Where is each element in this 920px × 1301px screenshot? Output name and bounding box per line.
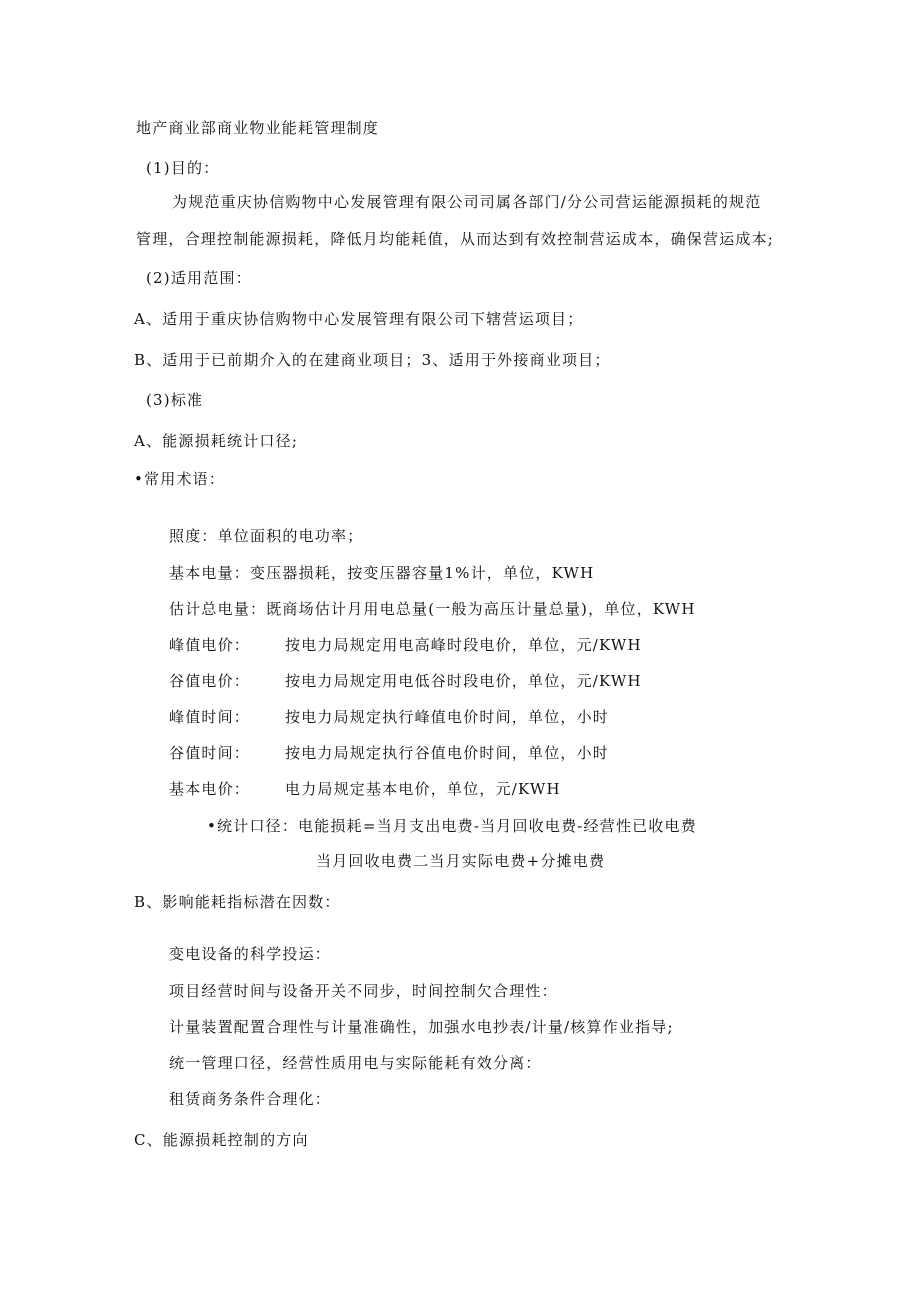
purpose-paragraph-line-1: 为规范重庆协信购物中心发展管理有限公司司属各部门/分公司营运能源损耗的规范 bbox=[172, 193, 762, 211]
term-illuminance: 照度：单位面积的电功率； bbox=[169, 527, 364, 545]
term-description: 电力局规定基本电价，单位，元/KWH bbox=[285, 780, 561, 798]
document-title: 地产商业部商业物业能耗管理制度 bbox=[136, 119, 380, 137]
term-name: 峰值电价： bbox=[169, 636, 251, 654]
factor-item: 计量装置配置合理性与计量准确性，加强水电抄表/计量/核算作业指导; bbox=[169, 1018, 674, 1036]
formula-line-2: 当月回收电费二当月实际电费+分摊电费 bbox=[316, 852, 606, 870]
term-name: 峰值时间： bbox=[169, 708, 251, 726]
term-name: 谷值时间： bbox=[169, 744, 251, 762]
factor-item: 租赁商务条件合理化： bbox=[169, 1090, 332, 1108]
term-name: 基本电价： bbox=[169, 780, 251, 798]
terms-heading: •常用术语： bbox=[134, 470, 226, 488]
scope-item-a: A、适用于重庆协信购物中心发展管理有限公司下辖营运项目； bbox=[134, 310, 584, 328]
term-name: 谷值电价： bbox=[169, 672, 251, 690]
term-estimated-total: 估计总电量：既商场估计月用电总量(一般为高压计量总量)，单位，KWH bbox=[169, 600, 696, 618]
subsection-a-heading: A、能源损耗统计口径; bbox=[134, 432, 299, 450]
term-description: 按电力局规定执行峰值电价时间，单位，小时 bbox=[285, 708, 610, 726]
purpose-paragraph-line-2: 管理，合理控制能源损耗，降低月均能耗值，从而达到有效控制营运成本，确保营运成本; bbox=[136, 230, 775, 248]
term-description: 按电力局规定执行谷值电价时间，单位，小时 bbox=[285, 744, 610, 762]
subsection-b-heading: B、影响能耗指标潜在因数： bbox=[134, 893, 341, 911]
term-basic-power: 基本电量：变压器损耗，按变压器容量1%计，单位，KWH bbox=[169, 564, 595, 582]
term-basic-price bbox=[169, 779, 561, 799]
term-peak-time bbox=[169, 707, 609, 727]
factor-item: 项目经营时间与设备开关不同步，时间控制欠合理性： bbox=[169, 982, 558, 1000]
scope-item-b: B、适用于已前期介入的在建商业项目；3、适用于外接商业项目； bbox=[134, 351, 611, 369]
section-heading-scope: (2)适用范围： bbox=[146, 269, 252, 287]
term-valley-price bbox=[169, 671, 642, 691]
term-valley-time bbox=[169, 743, 609, 763]
term-description: 按电力局规定用电高峰时段电价，单位，元/KWH bbox=[285, 636, 642, 654]
formula-line-1: •统计口径：电能损耗=当月支出电费-当月回收电费-经营性已收电费 bbox=[207, 817, 697, 835]
subsection-c-heading: C、能源损耗控制的方向 bbox=[134, 1131, 309, 1149]
section-heading-standard: (3)标准 bbox=[146, 391, 204, 409]
term-description: 按电力局规定用电低谷时段电价，单位，元/KWH bbox=[285, 672, 642, 690]
term-peak-price bbox=[169, 635, 642, 655]
section-heading-purpose: (1)目的： bbox=[146, 159, 220, 177]
factor-item: 变电设备的科学投运： bbox=[169, 945, 332, 963]
factor-item: 统一管理口径，经营性质用电与实际能耗有效分离： bbox=[169, 1054, 542, 1072]
